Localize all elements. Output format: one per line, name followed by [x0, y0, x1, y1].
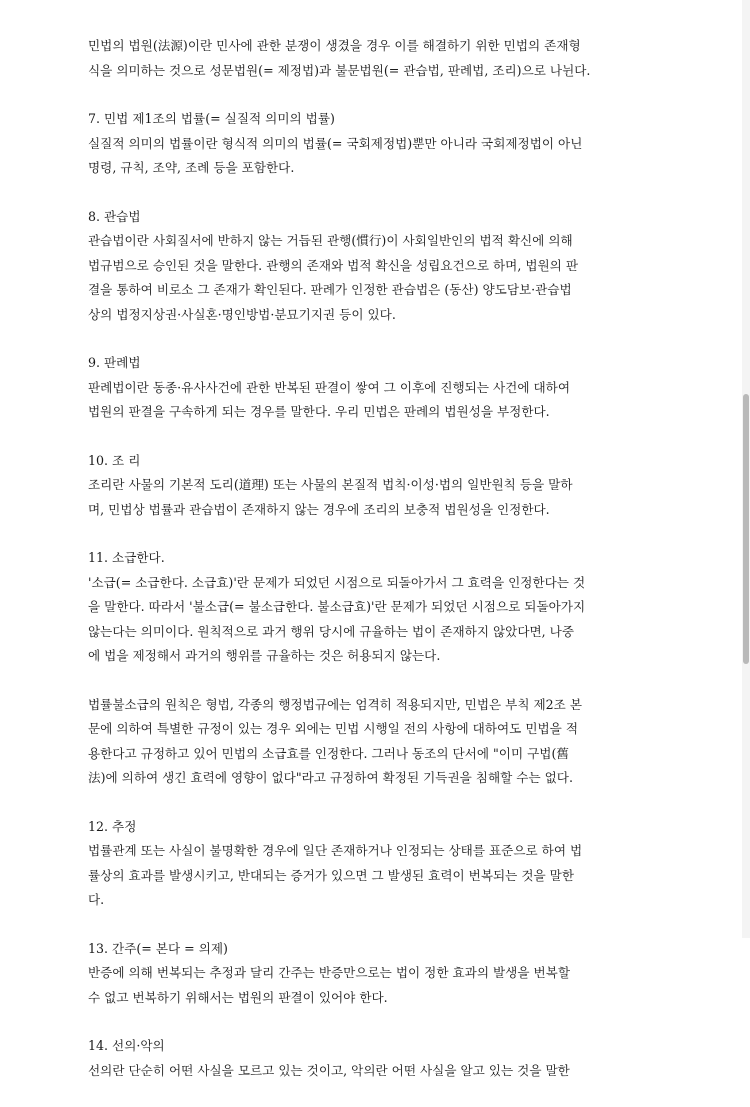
- text-line: 법원의 판결을 구속하게 되는 경우를 말한다. 우리 민법은 판례의 법원성을 부정한다.: [88, 404, 550, 419]
- intro-paragraph: [88, 34, 673, 83]
- section: [88, 815, 673, 913]
- text-line: 을 말한다. 따라서 '불소급(= 불소급한다. 불소급효)'란 문제가 되었던 시점으로 되돌아가지: [88, 599, 586, 614]
- vertical-scrollbar[interactable]: [742, 0, 750, 938]
- section-heading: 12. 추정: [88, 818, 137, 834]
- section: [88, 1034, 673, 1083]
- section-heading: 8. 관습법: [88, 208, 141, 224]
- text-line: 실질적 의미의 법률이란 형식적 의미의 법률(= 국회제정법)뿐만 아니라 국회제정법이 아닌: [88, 135, 583, 151]
- text-line: 며, 민법상 법률과 관습법이 존재하지 않는 경우에 조리의 보충적 법원성을 인정한다.: [88, 501, 550, 517]
- section-heading: 10. 조 리: [88, 452, 141, 468]
- section-paragraph: [88, 571, 673, 669]
- section-paragraph: [88, 839, 673, 913]
- section-paragraph: [88, 376, 673, 425]
- section-heading: 11. 소급한다.: [88, 550, 165, 565]
- text-line: 法)에 의하여 생긴 효력에 영향이 없다"라고 규정하여 확정된 기득권을 침해할 수는 없다.: [88, 770, 573, 785]
- text-line: 법률관계 또는 사실이 불명확한 경우에 일단 존재하거나 인정되는 상태를 표준으로 하여 법: [88, 843, 583, 858]
- section: [88, 205, 673, 328]
- text-line: 법규범으로 승인된 것을 말한다. 관행의 존재와 법적 확신을 성립요건으로 하며, 법원의 판: [88, 257, 579, 273]
- text-line: 용한다고 규정하고 있어 민법의 소급효를 인정한다. 그러나 동조의 단서에 "이미 구법(舊: [88, 745, 569, 761]
- section-heading: 7. 민법 제1조의 법률(= 실질적 의미의 법률): [88, 111, 335, 126]
- document-body: [88, 34, 673, 1107]
- intro-text: [88, 34, 673, 83]
- section: [88, 937, 673, 1011]
- scrollbar-thumb[interactable]: [743, 394, 749, 664]
- section-paragraph: [88, 132, 673, 181]
- section-paragraph: [88, 229, 673, 327]
- text-line: 민법의 법원(法源)이란 민사에 관한 분쟁이 생겼을 경우 이를 해결하기 위한 민법의 존재형: [88, 38, 581, 53]
- section: [88, 351, 673, 425]
- text-line: 조리란 사물의 기본적 도리(道理) 또는 사물의 본질적 법칙·이성·법의 일반원칙 등을 말하: [88, 477, 573, 492]
- text-line: 선의란 단순히 어떤 사실을 모르고 있는 것이고, 악의란 어떤 사실을 알고 있는 것을 말한: [88, 1062, 570, 1078]
- text-line: 문에 의하여 특별한 규정이 있는 경우 외에는 민법 시행일 전의 사항에 대하여도 민법을 적: [88, 721, 579, 736]
- text-line: 관습법이란 사회질서에 반하지 않는 거듭된 관행(慣行)이 사회일반인의 법적 확신에 의해: [88, 233, 573, 248]
- text-line: 식을 의미하는 것으로 성문법원(= 제정법)과 불문법원(= 관습법, 판례법, 조리)으로 나뉜다.: [88, 62, 591, 78]
- text-line: '소급(= 소급한다. 소급효)'란 문제가 되었던 시점으로 되돌아가서 그 효력을 인정한다는 것: [88, 574, 586, 590]
- section-heading: 14. 선의·악의: [88, 1038, 165, 1053]
- section: [88, 107, 673, 181]
- text-line: 결을 통하여 비로소 그 존재가 확인된다. 판례가 인정한 관습법은 (동산) 양도담보·관습법: [88, 282, 572, 297]
- text-line: 상의 법정지상권·사실혼·명인방법·분묘기지권 등이 있다.: [88, 306, 396, 322]
- text-line: 반증에 의해 번복되는 추정과 달리 간주는 반증만으로는 법이 정한 효과의 발생을 번복할: [88, 965, 570, 980]
- section-paragraph: [88, 473, 673, 522]
- text-line: 다.: [88, 892, 105, 907]
- text-line: 않는다는 의미이다. 원칙적으로 과거 행위 당시에 규율하는 법이 존재하지 않았다면, 나중: [88, 623, 574, 639]
- text-line: 판례법이란 동종·유사사건에 관한 반복된 판결이 쌓여 그 이후에 진행되는 사건에 대하여: [88, 379, 570, 395]
- section-heading: 13. 간주(= 본다 = 의제): [88, 940, 228, 956]
- sections-container: [88, 107, 673, 1083]
- section-paragraph: [88, 1059, 673, 1084]
- text-line: 명령, 규칙, 조약, 조례 등을 포함한다.: [88, 160, 295, 175]
- section-paragraph: [88, 961, 673, 1010]
- text-line: 률상의 효과를 발생시키고, 반대되는 증거가 있으면 그 발생된 효력이 번복되는 것을 말한: [88, 867, 574, 883]
- text-line: 법률불소급의 원칙은 형법, 각종의 행정법규에는 엄격히 적용되지만, 민법은 부칙 제2조 본: [88, 696, 583, 712]
- text-line: 수 없고 번복하기 위해서는 법원의 판결이 있어야 한다.: [88, 989, 388, 1005]
- text-line: 에 법을 제정해서 과거의 행위를 규율하는 것은 허용되지 않는다.: [88, 648, 441, 663]
- section: [88, 546, 673, 791]
- section-paragraph: [88, 693, 673, 791]
- section-heading: 9. 판례법: [88, 355, 141, 370]
- section: [88, 449, 673, 523]
